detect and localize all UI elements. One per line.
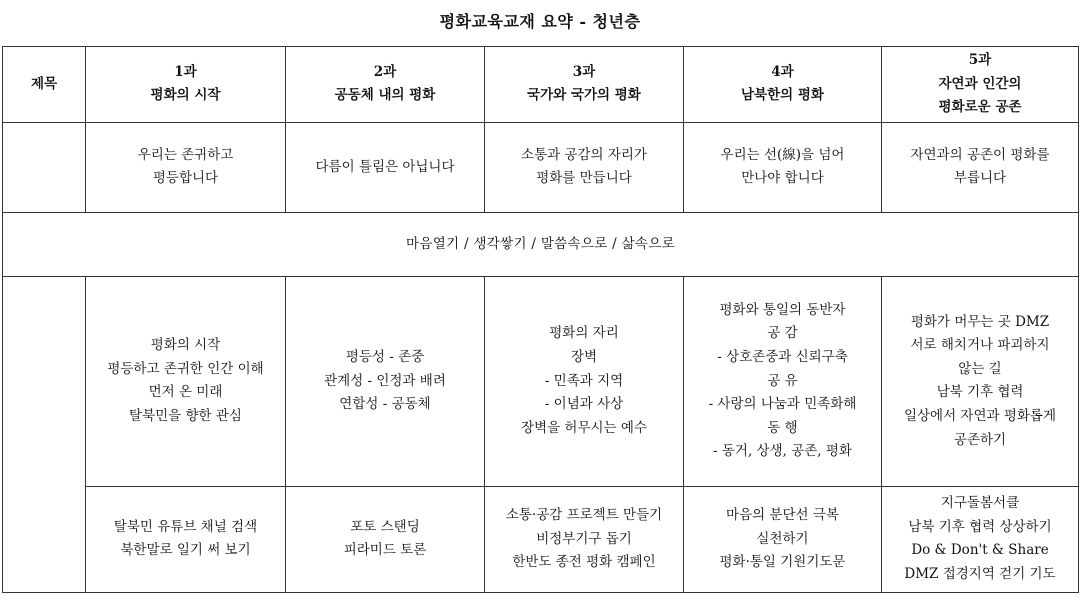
- document-title: 평화교육교재 요약 - 청년층: [439, 12, 641, 31]
- activity-cell-1: [86, 486, 286, 592]
- lesson-title: 평화로운 공존: [938, 99, 1022, 116]
- flow-steps: 마음열기 / 생각쌓기 / 말씀속으로 / 삶속으로: [3, 212, 1079, 276]
- activity-line: 포토 스탠딩: [350, 518, 420, 535]
- activity-line: 북한말로 일기 써 보기: [120, 542, 251, 559]
- content-line: 평화의 자리: [549, 325, 619, 342]
- activity-cell-5: [882, 486, 1079, 592]
- content-line: 평화가 머무는 곳 DMZ: [910, 313, 1050, 330]
- theme-cell-3: [485, 122, 684, 212]
- content-line: 공 유: [767, 372, 798, 389]
- content-line: 동 행: [767, 419, 798, 436]
- activity-line: DMZ 접경지역 걷기 기도: [904, 566, 1056, 582]
- lesson-title: 국가와 국가의 평화: [527, 87, 641, 104]
- theme-line: 평화를 만듭니다: [536, 170, 632, 187]
- lesson-header-3: [485, 47, 684, 123]
- activity-line: 한반도 종전 평화 캠페인: [512, 554, 656, 571]
- content-line: - 민족과 지역: [544, 372, 624, 389]
- lesson-title: 남북한의 평화: [741, 87, 824, 104]
- content-line: 탈북민을 향한 관심: [129, 408, 242, 424]
- content-cell-2: [286, 276, 485, 486]
- lesson-number: 1과: [174, 63, 197, 80]
- activity-cell-3: [485, 486, 684, 592]
- theme-cell-5: [882, 122, 1079, 212]
- activity-line: 지구돌봄서클: [940, 495, 1020, 512]
- content-row-label: [3, 276, 86, 592]
- theme-line: 우리는 존귀하고: [137, 146, 234, 163]
- content-cell-1: [86, 276, 286, 486]
- flow-row: [3, 212, 1079, 276]
- content-line: - 상호존중과 신뢰구축: [717, 348, 848, 365]
- lesson-header-2: [286, 47, 485, 123]
- lesson-title: 자연과 인간의: [938, 75, 1022, 92]
- activity-row: [3, 486, 1079, 592]
- content-row: [3, 276, 1079, 486]
- content-line: - 이념과 사상: [544, 396, 624, 413]
- theme-row: [3, 122, 1079, 212]
- lesson-header-1: [86, 47, 286, 123]
- activity-line: 피라미드 토론: [343, 542, 427, 559]
- content-line: 연합성 - 공동체: [339, 396, 431, 413]
- activity-line: 마음의 분단선 극복: [726, 506, 839, 523]
- theme-row-label: [3, 122, 86, 212]
- theme-line: 우리는 선(線)을 넘어: [720, 146, 845, 163]
- content-line: 일상에서 자연과 평화롭게: [903, 408, 1057, 424]
- activity-cell-4: [684, 486, 882, 592]
- content-line: 장벽을 허무시는 예수: [521, 419, 647, 436]
- content-line: - 동거, 상생, 공존, 평화: [713, 443, 852, 460]
- content-line: 먼저 온 미래: [148, 384, 223, 401]
- content-line: 평등하고 존귀한 인간 이해: [107, 360, 264, 377]
- activity-line: 비정부기구 돕기: [536, 530, 632, 547]
- lesson-header-4: [684, 47, 882, 123]
- content-line: - 사랑의 나눔과 민족화해: [708, 396, 857, 413]
- content-line: 남북 기후 협력: [936, 384, 1024, 401]
- theme-cell-1: [86, 122, 286, 212]
- lesson-number: 3과: [572, 63, 596, 80]
- lesson-header-5: [882, 47, 1079, 123]
- theme-line: 자연과의 공존이 평화를: [910, 146, 1050, 163]
- content-cell-4: [684, 276, 882, 486]
- theme-line: 소통과 공감의 자리가: [521, 146, 647, 163]
- lesson-title: 공동체 내의 평화: [334, 87, 436, 104]
- activity-line: 남북 기후 협력 상상하기: [908, 518, 1052, 535]
- content-line: 평화의 시작: [150, 337, 221, 354]
- content-line: 장벽: [570, 348, 598, 365]
- activity-line: 탈북민 유튜브 채널 검색: [113, 518, 258, 535]
- content-line: 공 감: [767, 325, 798, 342]
- summary-table: [2, 46, 1079, 593]
- content-line: 관계성 - 인정과 배려: [324, 372, 446, 389]
- content-cell-3: [485, 276, 684, 486]
- activity-line: Do & Don't & Share: [911, 542, 1049, 559]
- corner-label: 제목: [3, 47, 86, 123]
- theme-line: 부릅니다: [953, 170, 1007, 187]
- content-line: 공존하기: [953, 431, 1007, 448]
- content-line: 않는 길: [958, 360, 1002, 377]
- activity-cell-2: [286, 486, 485, 592]
- lesson-number: 2과: [373, 63, 397, 80]
- lesson-title: 평화의 시작: [150, 87, 221, 104]
- theme-cell-4: [684, 122, 882, 212]
- lesson-number: 4과: [771, 63, 794, 80]
- content-line: 평등성 - 존중: [345, 348, 425, 365]
- lesson-number: 5과: [968, 52, 992, 68]
- theme-line: 다름이 틀림은 아닙니다: [315, 158, 455, 175]
- activity-line: 평화·통일 기원기도문: [719, 554, 846, 571]
- content-line: 평화와 통일의 동반자: [719, 301, 846, 318]
- theme-cell-2: [286, 122, 485, 212]
- content-line: 서로 해치거나 파괴하지: [910, 337, 1050, 354]
- header-row: [3, 47, 1079, 123]
- activity-line: 실천하기: [756, 530, 809, 547]
- activity-line: 소통·공감 프로젝트 만들기: [505, 506, 663, 523]
- theme-line: 평등합니다: [152, 170, 219, 187]
- content-cell-5: [882, 276, 1079, 486]
- theme-line: 만나야 합니다: [741, 170, 824, 187]
